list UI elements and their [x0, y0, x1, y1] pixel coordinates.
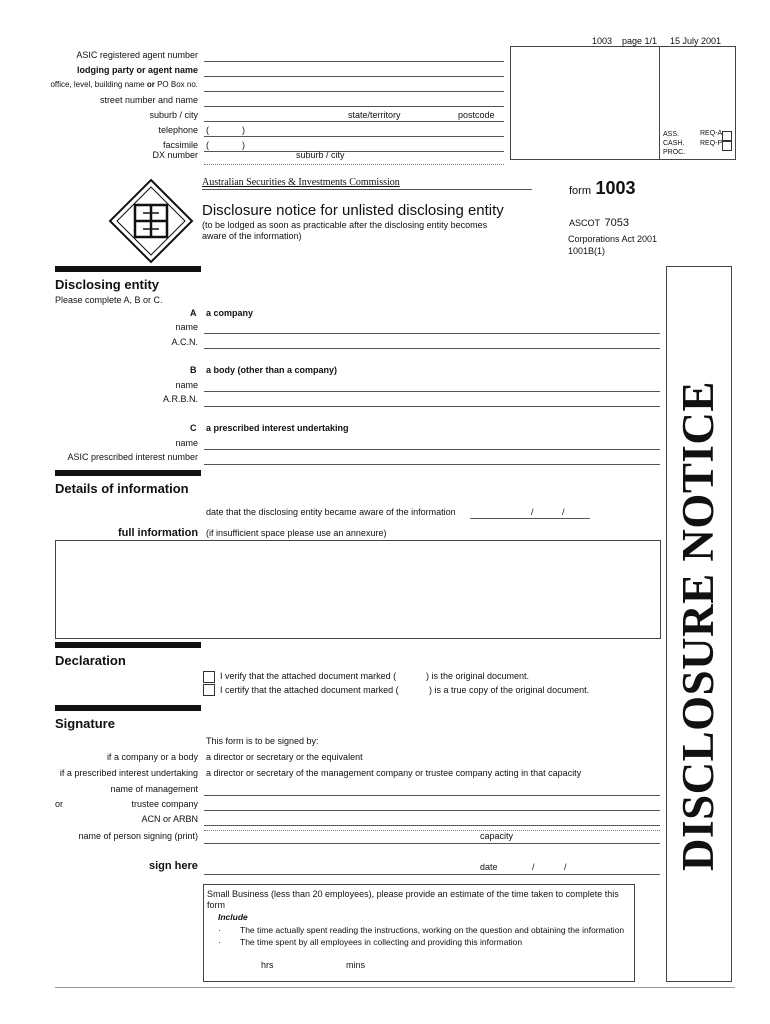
facsimile-paren-open: ( [206, 140, 209, 150]
suburb-field[interactable] [204, 121, 504, 122]
code-ass: ASS. [663, 131, 679, 138]
company-signer-text: a director or secretary or the equivalent [206, 752, 363, 762]
body-name-field[interactable] [204, 391, 660, 392]
full-info-label: full information [118, 527, 199, 539]
person-name-label: name of person signing (print) [78, 831, 198, 841]
trustee-field[interactable] [204, 810, 660, 811]
trustee-label: trustee company [131, 799, 198, 809]
form-title: Disclosure notice for unlisted disclosing entity [202, 202, 504, 219]
agent-number-label: ASIC registered agent number [76, 50, 198, 60]
certify-checkbox[interactable] [203, 684, 215, 696]
office-label-or: or [146, 80, 155, 89]
checkbox-reqa[interactable] [722, 131, 732, 141]
facsimile-field[interactable] [204, 151, 504, 152]
aware-date-slash-2: / [562, 507, 565, 517]
ascot-number: 7053 [604, 217, 629, 229]
include-item-2: The time spent by all employees in collecting and providing this information [240, 937, 523, 947]
hours-label: hrs [261, 960, 274, 970]
office-label-prefix: office, level, building name [50, 80, 145, 89]
facsimile-paren-close: ) [242, 140, 245, 150]
company-acn-field[interactable] [204, 348, 660, 349]
postcode-label: postcode [458, 110, 495, 120]
small-business-text: Small Business (less than 20 employees), please provide an estimate of the time taken to complete this form [207, 889, 619, 910]
undertaking-number-field[interactable] [204, 464, 660, 465]
dx-suburb-label: suburb / city [296, 150, 345, 160]
sign-date-slash-1: / [532, 862, 535, 872]
street-label: street number and name [99, 95, 198, 105]
mgmt-name-field[interactable] [204, 795, 660, 796]
dx-field[interactable] [204, 164, 504, 165]
option-c-letter: C [190, 423, 197, 433]
company-signer-label: if a company or a body [106, 752, 198, 762]
certify-text-b: ) is a true copy of the original document. [429, 685, 590, 695]
aware-date-slash-1: / [531, 507, 534, 517]
header-form-number: 1003 [592, 36, 613, 46]
suburb-label: suburb / city [149, 110, 198, 120]
act-name: Corporations Act 2001 [568, 234, 658, 244]
signature-intro: This form is to be signed by: [206, 736, 319, 746]
form-number-large: 1003 [595, 178, 636, 198]
footer-rule [55, 987, 735, 988]
minutes-label: mins [346, 960, 366, 970]
sign-date-slash-2: / [564, 862, 567, 872]
header-page: page 1/1 [622, 36, 658, 46]
capacity-label: capacity [480, 831, 514, 841]
include-bullet-1: · [218, 925, 221, 935]
commission-name: Australian Securities & Investments Commission [202, 177, 400, 188]
undertaking-name-field[interactable] [204, 449, 660, 450]
checkbox-reqp[interactable] [722, 141, 732, 151]
agent-number-field[interactable] [204, 61, 504, 62]
code-proc: PROC. [663, 149, 686, 156]
capacity-field[interactable] [204, 843, 660, 844]
option-a-label: a company [206, 308, 254, 318]
body-name-label: name [175, 380, 198, 390]
include-bullet-2: · [218, 937, 221, 947]
mgmt-name-label: name of management [110, 784, 198, 794]
ascot-label: ASCOT [569, 218, 601, 228]
certify-text-a: I certify that the attached document marked ( [220, 685, 399, 695]
aware-date-field[interactable] [470, 518, 590, 519]
option-a-letter: A [190, 308, 197, 318]
acn-arbn-label: ACN or ARBN [141, 814, 198, 824]
full-info-note: (if insufficient space please use an annexure) [206, 528, 387, 538]
form-label [569, 178, 636, 199]
code-cash: CASH. [663, 140, 685, 147]
verify-checkbox[interactable] [203, 671, 215, 683]
company-name-label: name [175, 322, 198, 332]
body-arbn-field[interactable] [204, 406, 660, 407]
telephone-paren-open: ( [206, 125, 209, 135]
section-bar-details [55, 470, 201, 476]
code-reqp: REQ-P [700, 140, 723, 147]
include-item-1: The time actually spent reading the instructions, working on the question and obtaining the information [240, 925, 625, 935]
section-signature: Signature [55, 716, 115, 731]
office-use-codes [663, 130, 685, 157]
signature-field[interactable] [204, 874, 660, 875]
state-label: state/territory [348, 110, 401, 120]
undertaking-name-label: name [175, 438, 198, 448]
title-rule [202, 189, 532, 190]
section-bar-declaration [55, 642, 201, 648]
telephone-label: telephone [158, 125, 198, 135]
office-label [50, 80, 198, 89]
person-name-field[interactable] [204, 830, 660, 831]
sign-date-label: date [480, 862, 498, 872]
sign-here-label: sign here [149, 860, 198, 872]
telephone-field[interactable] [204, 136, 504, 137]
office-label-suffix: PO Box no. [157, 80, 198, 89]
asic-logo [108, 178, 194, 264]
pi-signer-text: a director or secretary of the management company or trustee company acting in that capacity [206, 768, 582, 778]
form-word: form [569, 185, 591, 197]
section-bar-signature [55, 705, 201, 711]
undertaking-number-label: ASIC prescribed interest number [67, 452, 198, 462]
section-details: Details of information [55, 481, 189, 496]
body-arbn-label: A.R.B.N. [162, 394, 198, 404]
form-subtitle: (to be lodged as soon as practicable after the disclosing entity becomes aware of the information) [202, 220, 488, 241]
section-disclosing-entity: Disclosing entity [55, 277, 160, 292]
company-name-field[interactable] [204, 333, 660, 334]
verify-text-b: ) is the original document. [426, 671, 530, 681]
pi-signer-label: if a prescribed interest undertaking [59, 768, 198, 778]
or-label: or [55, 799, 64, 809]
full-info-textarea[interactable] [55, 540, 661, 639]
include-label: Include [218, 912, 248, 922]
option-b-label: a body (other than a company) [206, 365, 338, 375]
side-banner-text: DISCLOSURE NOTICE [673, 381, 723, 871]
ascot [569, 213, 629, 231]
header-date: 15 July 2001 [670, 36, 722, 46]
section-bar-entity [55, 266, 201, 272]
party-name-label: lodging party or agent name [76, 65, 198, 75]
telephone-paren-close: ) [242, 125, 245, 135]
facsimile-label: facsimile [162, 140, 198, 150]
code-reqa: REQ-A [700, 130, 723, 137]
acn-arbn-field[interactable] [204, 825, 660, 826]
section-declaration: Declaration [55, 653, 126, 668]
entity-instruction: Please complete A, B or C. [55, 295, 163, 305]
aware-date-label: date that the disclosing entity became aware of the information [206, 507, 456, 517]
office-field[interactable] [204, 91, 504, 92]
party-name-field[interactable] [204, 76, 504, 77]
dx-label: DX number [152, 150, 198, 160]
verify-text-a: I verify that the attached document marked ( [220, 671, 397, 681]
option-c-label: a prescribed interest undertaking [206, 423, 349, 433]
act-section: 1001B(1) [568, 246, 606, 256]
street-field[interactable] [204, 106, 504, 107]
company-acn-label: A.C.N. [171, 337, 198, 347]
office-use-stamp-area [510, 46, 660, 160]
option-b-letter: B [190, 365, 197, 375]
